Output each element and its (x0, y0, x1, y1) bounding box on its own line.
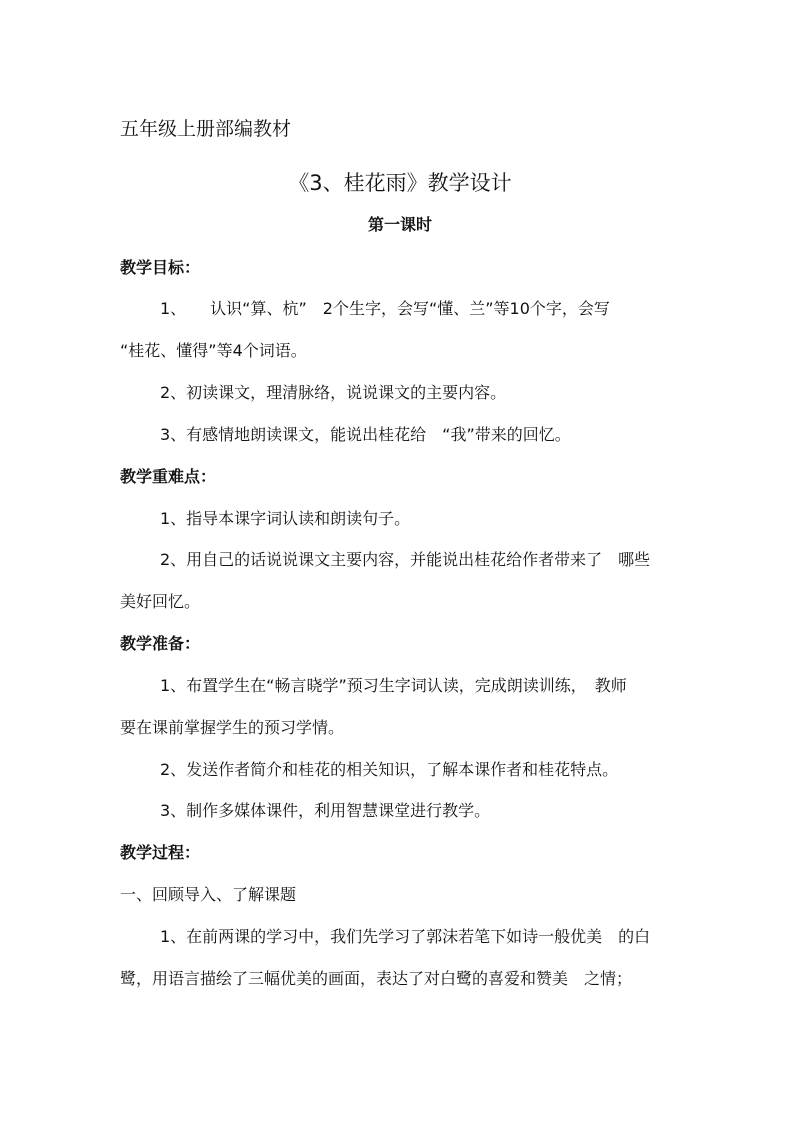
objective-item-3: 3、有感情地朗读课文，能说出桂花给 “我”带来的回忆。 (160, 425, 571, 444)
objective-item-2: 2、初读课文，理清脉络，说说课文的主要内容。 (160, 383, 507, 402)
process-heading: 教学过程： (120, 843, 201, 862)
process-section-1: 一、回顾导入、了解课题 (120, 885, 297, 904)
grade-label: 五年级上册部编教材 (120, 118, 292, 140)
process-item-1-line-2: 鹭，用语言描绘了三幅优美的画面，表达了对白鹭的喜爱和赞美 之情； (120, 969, 633, 988)
key-point-item-2-line-1: 2、用自己的话说说课文主要内容，并能说出桂花给作者带来了 哪些 (160, 550, 651, 569)
lesson-subtitle: 第一课时 (367, 215, 432, 234)
preparation-heading: 教学准备： (120, 634, 201, 653)
objective-item-1-line-1: 1、 认识“算、杭” 2个生字，会写“懂、兰”等10个字，会写 (160, 299, 610, 318)
preparation-item-1-line-2: 要在课前掌握学生的预习学情。 (120, 718, 345, 737)
key-points-heading: 教学重难点： (120, 467, 217, 486)
objective-item-1-line-2: “桂花、懂得”等4个词语。 (120, 341, 307, 360)
preparation-item-1-line-1: 1、布置学生在“畅言晓学”预习生字词认读，完成朗读训练， 教师 (160, 676, 627, 695)
preparation-item-3: 3、制作多媒体课件，利用智慧课堂进行教学。 (160, 801, 491, 820)
objectives-heading: 教学目标： (120, 258, 201, 277)
key-point-item-1: 1、指导本课字词认读和朗读句子。 (160, 509, 411, 528)
key-point-item-2-line-2: 美好回忆。 (120, 592, 201, 611)
page-title: 《3、桂花雨》教学设计 (288, 171, 512, 195)
process-item-1-line-1: 1、在前两课的学习中，我们先学习了郭沫若笔下如诗一般优美 的白 (160, 927, 651, 946)
preparation-item-2: 2、发送作者简介和桂花的相关知识，了解本课作者和桂花特点。 (160, 760, 619, 779)
